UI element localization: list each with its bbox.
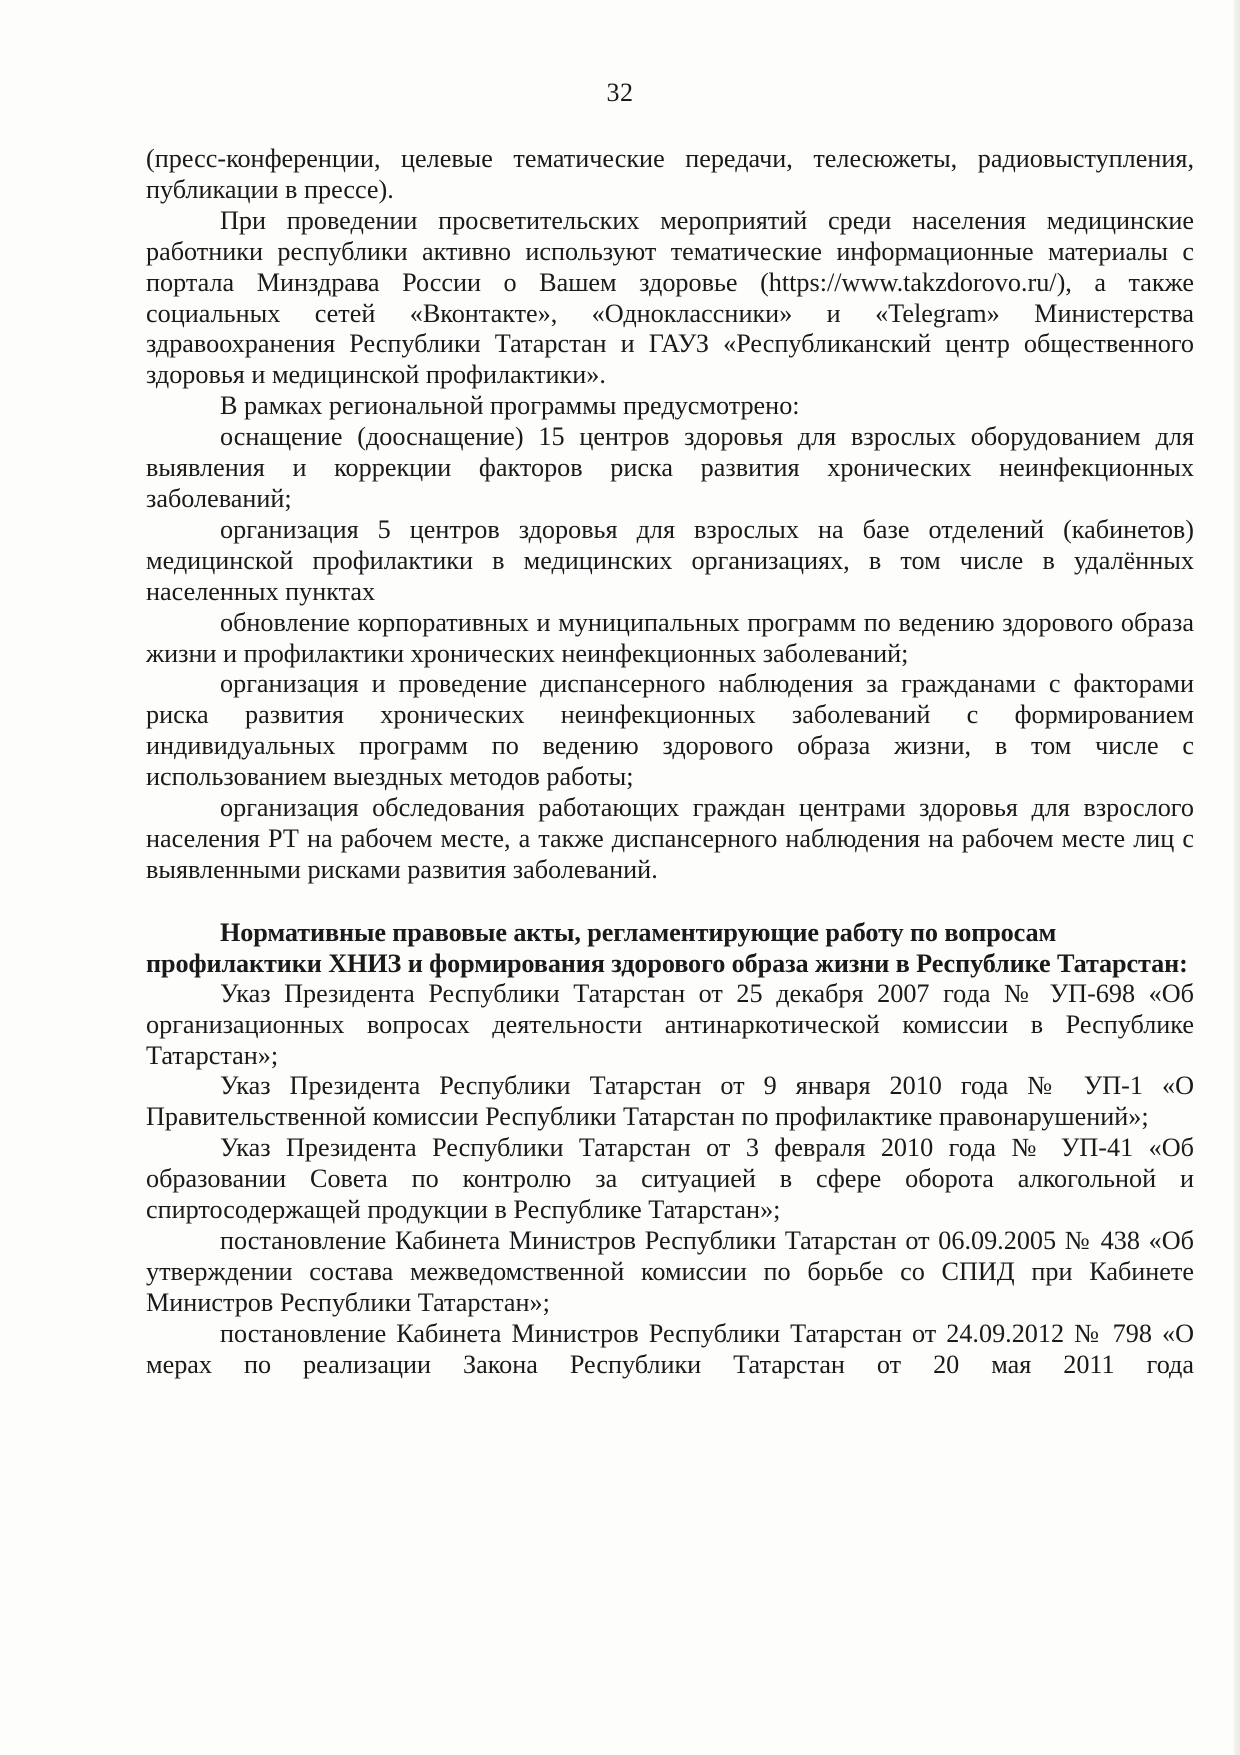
paragraph-program-item-new-centers: организация 5 центров здоровья для взрослых на базе отделений (кабинетов) медицинской профилактики в медицинских организациях, в том числе в удалённых населенных пунктах bbox=[146, 514, 1194, 606]
page-number: 32 bbox=[606, 78, 634, 107]
paragraph-program-item-workplace-examination: организация обследования работающих граждан центрами здоровья для взрослого населения РТ на рабочем месте, а также диспансерного наблюдения на рабочем месте лиц с выявленными рисками развития заболеваний. bbox=[146, 793, 1194, 884]
legal-act-item: постановление Кабинета Министров Республики Татарстан от 06.09.2005 № 438 «Об утверждении состава межведомственной комиссии по борьбе со СПИД при Кабинете Министров Республики Татарстан»; bbox=[146, 1226, 1194, 1317]
paragraph-educational-events: При проведении просветительских мероприятий среди населения медицинские работники республики активно используют тематические информационные материалы с портала Минздрава России о Вашем здоровье (https://www.takzdorovo.ru/), а также социальных сетей «Вконтакте», «Одноклассники» и «Telegram» Министерства здравоохранения Республики Татарстан и ГАУЗ «Республиканский центр общественного здоровья и медицинской профилактики». bbox=[146, 205, 1194, 390]
legal-act-item: Указ Президента Республики Татарстан от 25 декабря 2007 года № УП-698 «Об организационных вопросах деятельности антинаркотической комиссии в Республике Татарстан»; bbox=[146, 978, 1194, 1070]
paragraph-program-item-dispensary-observation: организация и проведение диспансерного наблюдения за гражданами с факторами риска развития хронических неинфекционных заболеваний с формированием индивидуальных программ по ведению здорового образа жизни, в том числе с использованием выездных методов работы; bbox=[146, 669, 1194, 792]
section-heading: Нормативные правовые акты, регламентирующие работу по вопросам профилактики ХНИЗ и формирования здорового образа жизни в Республике Татарстан: bbox=[146, 917, 1188, 978]
legal-act-item: Указ Президента Республики Татарстан от 3 февраля 2010 года № УП-41 «Об образовании Совета по контролю за ситуацией в сфере оборота алкогольной и спиртосодержащей продукции в Республике Татарстан»; bbox=[146, 1133, 1194, 1225]
paragraph-program-item-corporate-programs: обновление корпоративных и муниципальных программ по ведению здорового образа жизни и профилактики хронических неинфекционных заболеваний; bbox=[146, 607, 1194, 668]
page-content bbox=[146, 144, 1194, 1381]
legal-act-item: постановление Кабинета Министров Республики Татарстан от 24.09.2012 № 798 «О мерах по реализации Закона Республики Татарстан от 20 мая 2011 года bbox=[146, 1318, 1194, 1379]
legal-act-item: Указ Президента Республики Татарстан от 9 января 2010 года № УП-1 «О Правительственной комиссии Республики Татарстан по профилактике правонарушений»; bbox=[146, 1071, 1194, 1132]
paragraph-program-item-equipment: оснащение (дооснащение) 15 центров здоровья для взрослых оборудованием для выявления и коррекции факторов риска развития хронических неинфекционных заболеваний; bbox=[146, 422, 1194, 513]
paragraph-regional-program-intro: В рамках региональной программы предусмотрено: bbox=[220, 391, 800, 421]
paragraph-media-list: (пресс-конференции, целевые тематические передачи, телесюжеты, радиовыступления, публикации в прессе). bbox=[146, 144, 1194, 204]
scan-edge bbox=[1234, 0, 1240, 1755]
